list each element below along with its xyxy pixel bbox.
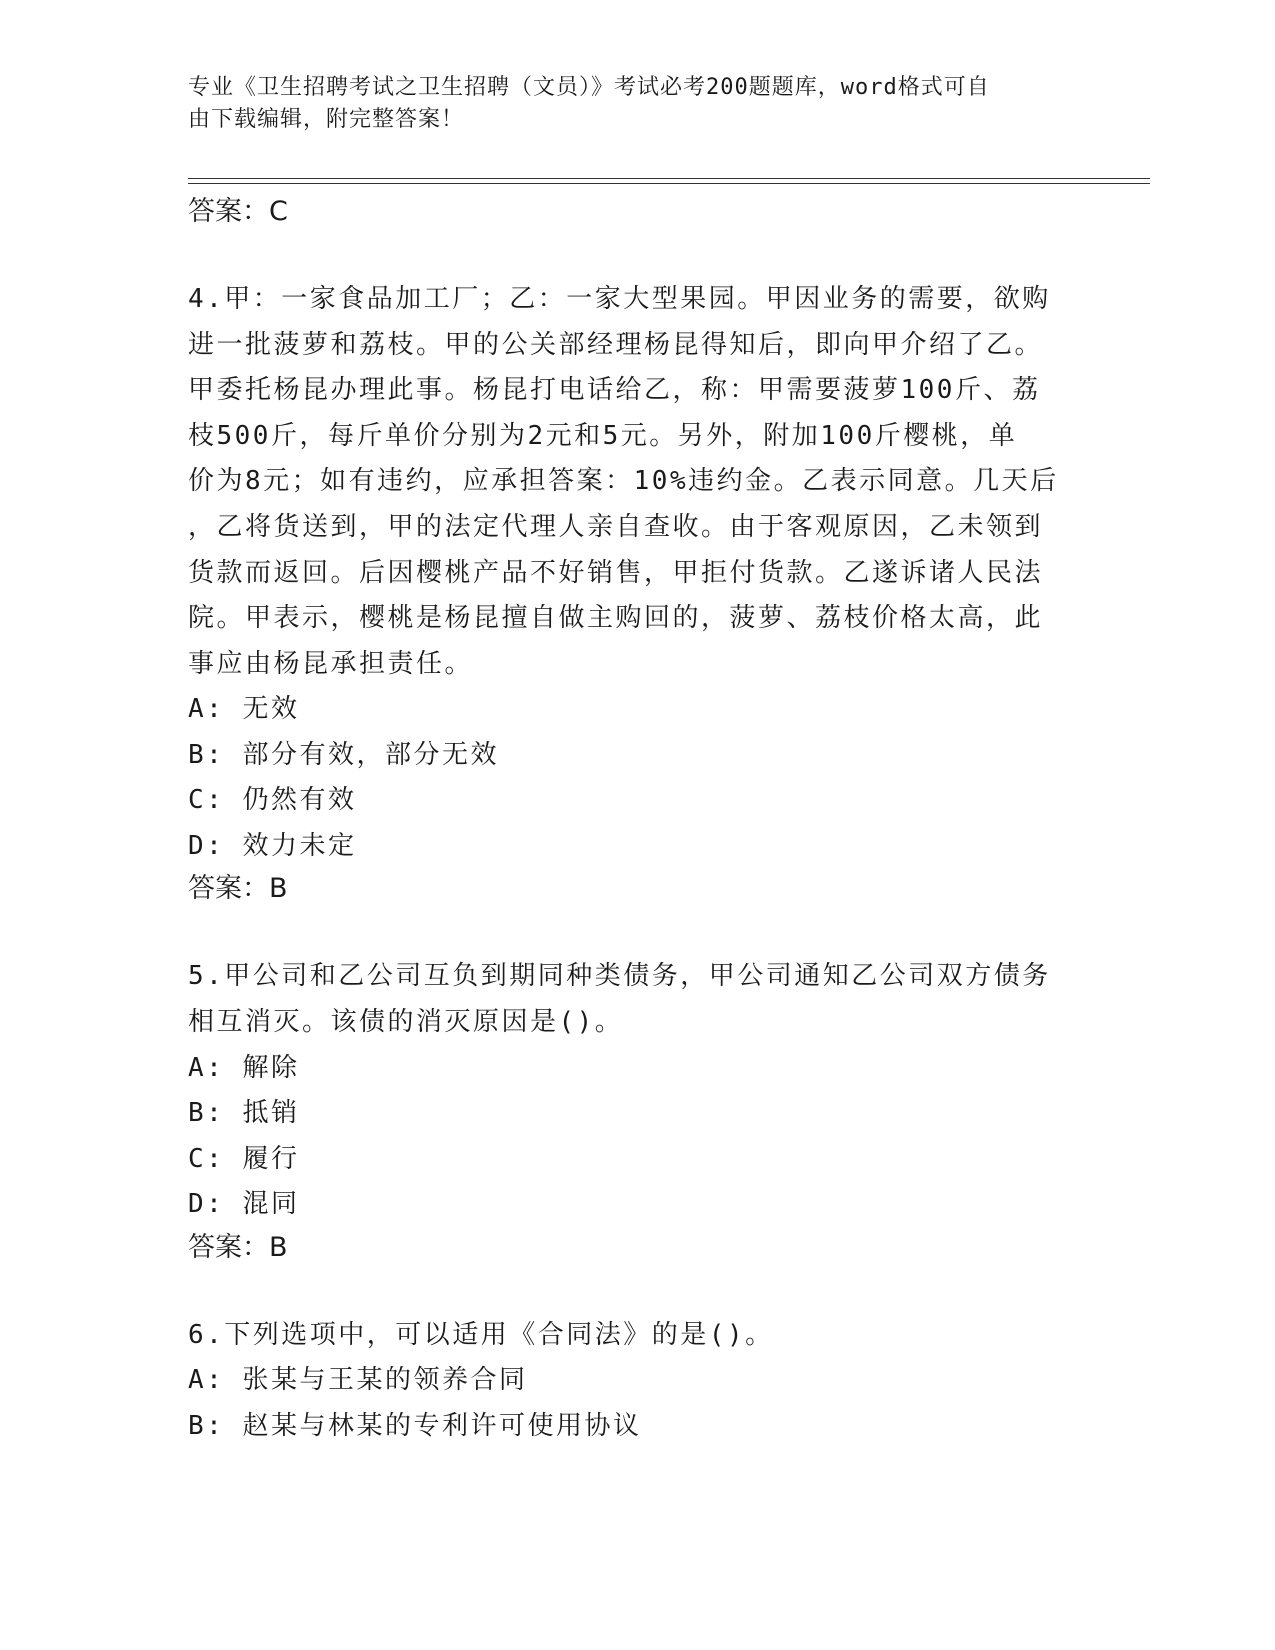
question-5	[188, 954, 1068, 1267]
question-line: 院。甲表示，樱桃是杨昆擅自做主购回的，菠萝、荔枝价格太高，此	[188, 603, 1044, 634]
question-6-option-a: A: 张某与王某的领养合同	[188, 1365, 528, 1396]
header-line-1: 专业《卫生招聘考试之卫生招聘（文员）》考试必考200题题库，word格式可自	[188, 75, 990, 100]
answer-previous-question: 答案：C	[188, 196, 288, 227]
question-4-option-d: D: 效力未定	[188, 830, 357, 861]
question-6-stem	[188, 1313, 1068, 1359]
question-line: 枝500斤，每斤单价分别为2元和5元。另外，附加100斤樱桃，单	[188, 420, 1018, 451]
question-line: 价为8元；如有违约，应承担答案：10%违约金。乙表示同意。几天后	[188, 466, 1059, 497]
question-4-stem	[188, 277, 1068, 687]
question-line: 事应由杨昆承担责任。	[188, 648, 474, 679]
question-4-answer: 答案：B	[188, 873, 288, 905]
question-line: 4.甲：一家食品加工厂；乙：一家大型果园。甲因业务的需要，欲购	[188, 284, 1051, 314]
header-divider-bottom	[188, 183, 1150, 184]
question-5-option-c: C: 履行	[188, 1143, 300, 1174]
question-6-option-b: B: 赵某与林某的专利许可使用协议	[188, 1410, 642, 1441]
question-5-option-b: B: 抵销	[188, 1098, 300, 1129]
question-5-option-a: A: 解除	[188, 1052, 300, 1083]
question-line: 5.甲公司和乙公司互负到期同种类债务，甲公司通知乙公司双方债务	[188, 961, 1051, 992]
header-line-2: 由下载编辑，附完整答案！	[188, 107, 465, 132]
question-5-answer: 答案：B	[188, 1231, 288, 1263]
question-6	[188, 1313, 1068, 1450]
question-5-stem	[188, 954, 1068, 1045]
question-4-option-b: B: 部分有效，部分无效	[188, 739, 499, 770]
spacer	[188, 909, 1068, 954]
question-5-option-d: D: 混同	[188, 1189, 300, 1220]
document-body	[188, 190, 1068, 1449]
question-4-option-a: A: 无效	[188, 694, 300, 725]
question-line: 相互消灭。该债的消灭原因是()。	[188, 1006, 624, 1037]
question-4-option-c: C: 仍然有效	[188, 785, 357, 816]
question-line: 6.下列选项中，可以适用《合同法》的是()。	[188, 1319, 774, 1350]
spacer	[188, 1268, 1068, 1313]
question-line: 进一批菠萝和荔枝。甲的公关部经理杨昆得知后，即向甲介绍了乙。	[188, 329, 1044, 360]
question-line: 货款而返回。后因樱桃产品不好销售，甲拒付货款。乙遂诉诸人民法	[188, 557, 1044, 588]
header-divider-top	[188, 178, 1150, 179]
question-4	[188, 277, 1068, 909]
document-header	[188, 72, 1068, 136]
spacer	[188, 232, 1068, 277]
question-line: 甲委托杨昆办理此事。杨昆打电话给乙，称：甲需要菠萝100斤、荔	[188, 375, 1041, 406]
question-line: ，乙将货送到，甲的法定代理人亲自查收。由于客观原因，乙未领到	[188, 511, 1044, 542]
